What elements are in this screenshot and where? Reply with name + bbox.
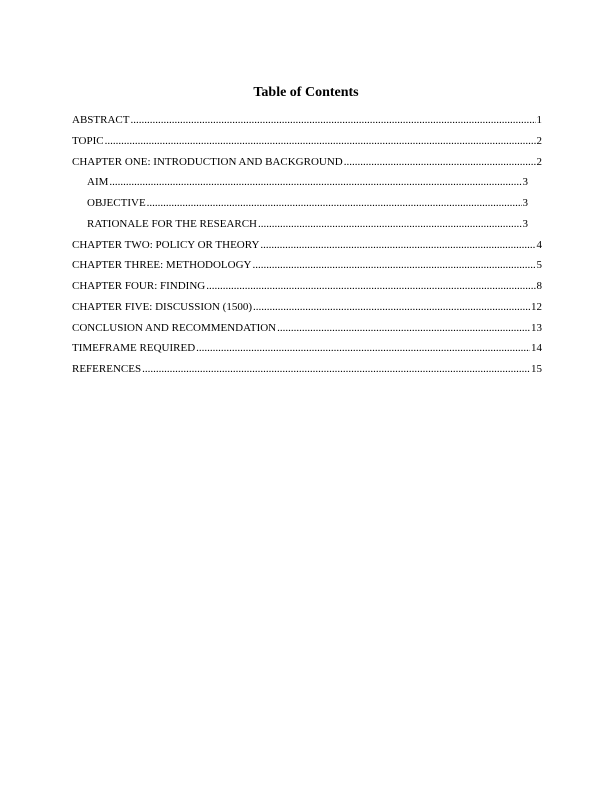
toc-entry-page-number: 3 (522, 176, 528, 189)
toc-entry-abstract[interactable] (72, 113, 542, 134)
toc-entry-page-number: 13 (531, 321, 542, 334)
toc-entry-topic[interactable] (72, 134, 542, 155)
toc-entry-objective[interactable] (72, 196, 542, 217)
toc-entry-timeframe[interactable] (72, 341, 542, 362)
toc-entry-chapter-one[interactable] (72, 155, 542, 176)
toc-entry-text: RATIONALE FOR THE RESEARCH (87, 217, 258, 230)
toc-entry-text: AIM (87, 176, 109, 189)
toc-entry-chapter-two[interactable] (72, 238, 542, 259)
toc-entry-page-number: 2 (536, 134, 542, 147)
toc-leader-dots (206, 279, 535, 293)
toc-entry-page-number: 2 (536, 155, 542, 168)
toc-entry-page-number: 1 (536, 114, 542, 126)
toc-entry-chapter-five[interactable] (72, 300, 542, 321)
toc-entry-references[interactable] (72, 362, 542, 383)
toc-leader-dots (344, 155, 536, 169)
toc-title: Table of Contents (253, 85, 359, 100)
toc-leader-dots (147, 196, 522, 210)
toc-entry-text: CHAPTER TWO: POLICY OR THEORY (72, 238, 260, 251)
toc-leader-dots (260, 238, 535, 252)
toc-entry-page-number: 5 (536, 259, 542, 272)
toc-leader-dots (142, 362, 530, 376)
toc-leader-dots (252, 258, 535, 272)
toc-entry-text: CONCLUSION AND RECOMMENDATION (72, 321, 277, 334)
toc-entry-chapter-three[interactable] (72, 258, 542, 279)
toc-leader-dots (105, 134, 536, 148)
toc-list (72, 113, 542, 383)
toc-entry-text: ABSTRACT (72, 114, 130, 126)
toc-entry-page-number: 12 (531, 300, 542, 313)
toc-entry-page-number: 15 (531, 363, 542, 375)
toc-entry-text: CHAPTER FOUR: FINDING (72, 280, 206, 292)
toc-entry-text: CHAPTER FIVE: DISCUSSION (1500) (72, 300, 252, 313)
toc-entry-text: CHAPTER ONE: INTRODUCTION AND BACKGROUND (72, 155, 343, 168)
toc-entry-text: TOPIC (72, 134, 104, 147)
toc-entry-text: REFERENCES (72, 363, 142, 375)
toc-entry-rationale[interactable] (72, 217, 542, 238)
toc-entry-page-number: 4 (536, 238, 542, 251)
toc-leader-dots (130, 113, 535, 127)
toc-leader-dots (109, 175, 521, 189)
toc-entry-page-number: 14 (531, 342, 542, 355)
toc-entry-text: TIMEFRAME REQUIRED (72, 342, 196, 355)
toc-entry-text: CHAPTER THREE: METHODOLOGY (72, 259, 252, 272)
toc-leader-dots (258, 217, 521, 231)
toc-entry-page-number: 3 (522, 217, 528, 230)
toc-entry-aim[interactable] (72, 175, 542, 196)
toc-leader-dots (253, 300, 530, 314)
toc-entry-conclusion[interactable] (72, 321, 542, 342)
toc-leader-dots (196, 341, 530, 355)
toc-entry-chapter-four[interactable] (72, 279, 542, 300)
toc-entry-text: OBJECTIVE (87, 197, 146, 209)
toc-entry-page-number: 3 (522, 197, 528, 209)
toc-entry-page-number: 8 (536, 280, 542, 292)
toc-leader-dots (277, 321, 530, 335)
